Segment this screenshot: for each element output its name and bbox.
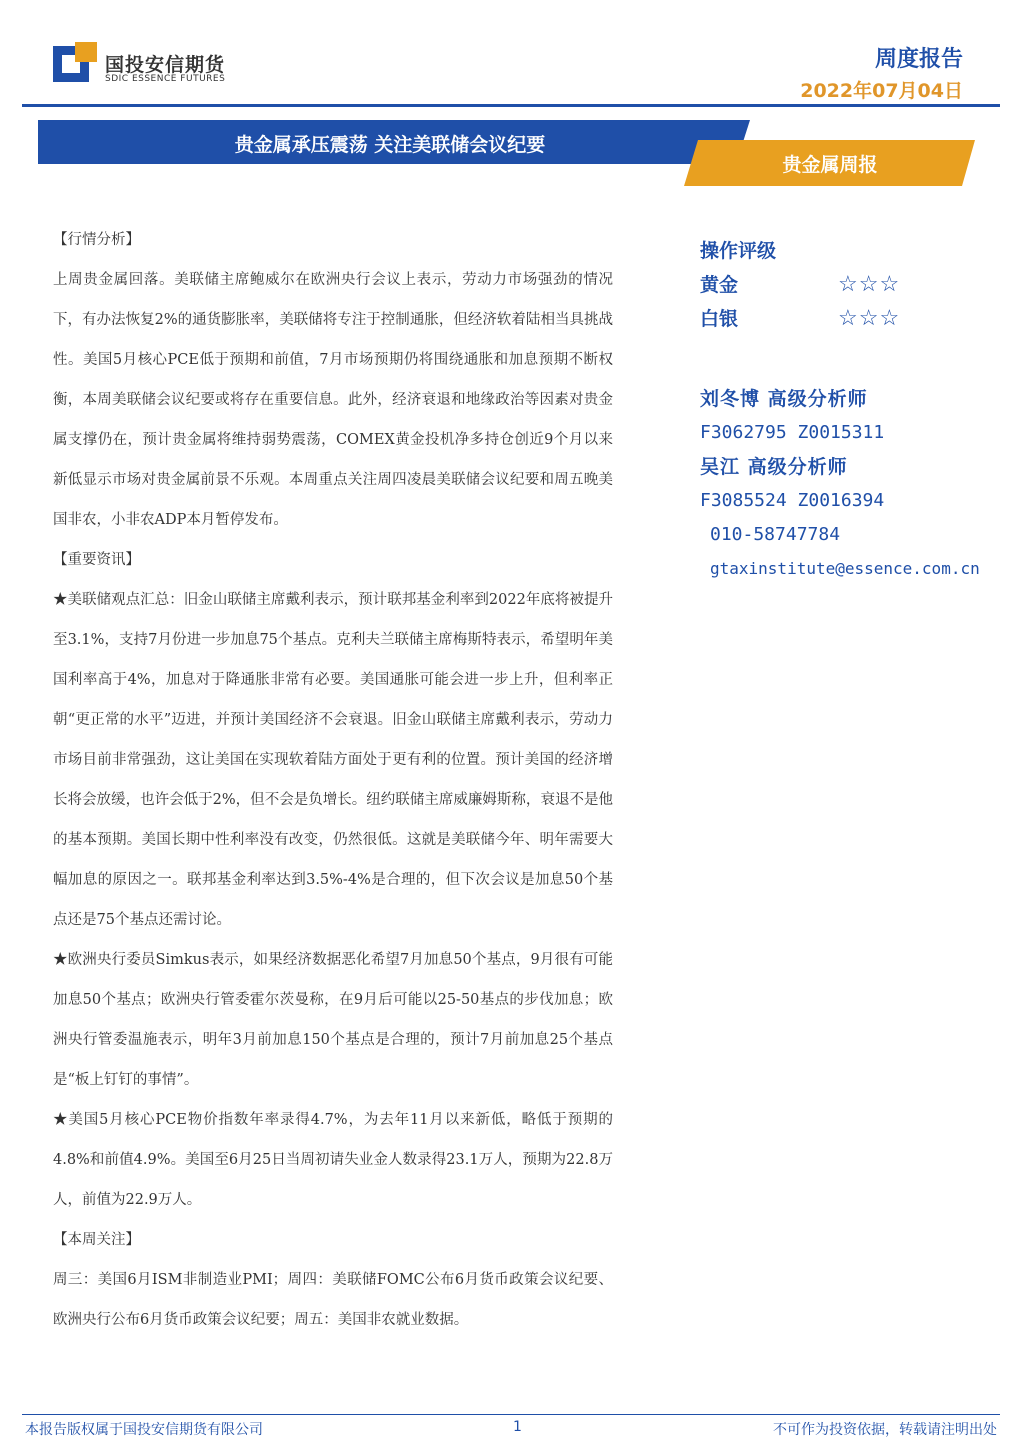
analyst-certificate: F3062795 Z0015311 [700, 422, 885, 443]
market-analysis-text: 上周贵金属回落。美联储主席鲍威尔在欧洲央行会议上表示，劳动力市场强劲的情况下，有办法恢复2%的通货膨胀率，美联储将专注于控制通胀，但经济软着陆相当具挑战性。美国5月核心PCE低于预期和前值，7月市场预期仍将围绕通胀和加息预期不断权衡，本周美联储会议纪要或将存在重要信息。此外，经济衰退和地缘政治等因素对贵金属支撑仍在，预计贵金属将维持弱势震荡，COMEX黄金投机净多持仓创近9个月以来新低显示市场对贵金属前景不乐观。本周重点关注周四凌晨美联储会议纪要和周五晚美国非农，小非农ADP本月暂停发布。 [53, 272, 613, 528]
section-heading-watch: 【本周关注】 [53, 1232, 140, 1248]
footer-divider [22, 1414, 1000, 1415]
report-category-tag: 贵金属周报 [782, 154, 878, 176]
logo-text-en: SDIC ESSENCE FUTURES [105, 74, 226, 84]
rating-name: 白银 [700, 308, 739, 330]
news-item: ★美联储观点汇总：旧金山联储主席戴利表示，预计联邦基金利率到2022年底将被提升至3.1%，支持7月份进一步加息75个基点。克利夫兰联储主席梅斯特表示，希望明年美国利率高于4%，加息对于降通胀非常有必要。美国通胀可能会进一步上升，但利率正朝“更正常的水平”迈进，并预计美国经济不会衰退。旧金山联储主席戴利表示，劳动力市场目前非常强劲，这让美国在实现软着陆方面处于更有利的位置。预计美国的经济增长将会放缓，也许会低于2%，但不会是负增长。纽约联储主席威廉姆斯称，衰退不是他的基本预期。美国长期中性利率没有改变，仍然很低。这就是美联储今年、明年需要大幅加息的原因之一。联邦基金利率达到3.5%-4%是合理的，但下次会议是加息50个基点还是75个基点还需讨论。 [53, 592, 613, 928]
contact-email[interactable]: gtaxinstitute@essence.com.cn [710, 559, 980, 578]
section-heading-market: 【行情分析】 [53, 232, 140, 248]
report-title: 贵金属承压震荡 关注美联储会议纪要 [234, 134, 546, 156]
logo-text-cn: 国投安信期货 [105, 54, 226, 76]
rating-name: 黄金 [700, 274, 739, 296]
main-content [53, 220, 613, 1340]
weekly-watch-text: 周三：美国6月ISM非制造业PMI；周四：美联储FOMC公布6月货币政策会议纪要、欧洲央行公布6月货币政策会议纪要；周五：美国非农就业数据。 [53, 1272, 613, 1328]
analyst-name: 刘冬博 高级分析师 [700, 388, 868, 410]
section-heading-news: 【重要资讯】 [53, 552, 140, 568]
page-number: 1 [513, 1419, 522, 1435]
star-rating-icon: ☆☆☆ [838, 306, 901, 331]
footer-disclaimer: 不可作为投资依据，转载请注明出处 [773, 1422, 997, 1438]
sidebar [700, 234, 1025, 586]
rating-row-silver [700, 302, 1025, 336]
report-type: 周度报告 [874, 47, 963, 72]
analyst-name: 吴江 高级分析师 [700, 456, 848, 478]
rating-row-gold [700, 268, 1025, 302]
analyst-certificate: F3085524 Z0016394 [700, 490, 885, 511]
report-date: 2022年07月04日 [800, 80, 963, 102]
news-item: ★欧洲央行委员Simkus表示，如果经济数据恶化希望7月加息50个基点，9月很有可能加息50个基点；欧洲央行管委霍尔茨曼称，在9月后可能以25-50基点的步伐加息；欧洲央行管委温施表示，明年3月前加息150个基点是合理的，预计7月前加息25个基点是“板上钉钉的事情”。 [53, 952, 613, 1088]
footer-copyright: 本报告版权属于国投安信期货有限公司 [25, 1422, 263, 1438]
news-item: ★美国5月核心PCE物价指数年率录得4.7%，为去年11月以来新低，略低于预期的4.8%和前值4.9%。美国至6月25日当周初请失业金人数录得23.1万人，预期为22.8万人，前值为22.9万人。 [53, 1112, 613, 1208]
logo-mark-icon [53, 42, 97, 86]
company-logo [53, 40, 243, 88]
header-divider [22, 104, 1000, 107]
rating-title: 操作评级 [700, 240, 777, 262]
contact-phone: 010-58747784 [710, 524, 841, 545]
star-rating-icon: ☆☆☆ [838, 272, 901, 297]
